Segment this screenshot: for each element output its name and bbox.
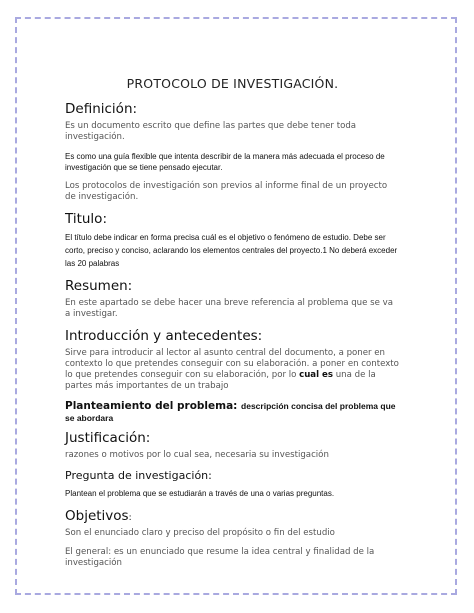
planteamiento-description: descripción concisa del problema que se abordara bbox=[65, 401, 396, 423]
introduccion-paragraph bbox=[65, 348, 400, 392]
introduccion-text-a: Sirve para introducir al lector al asunto central del documento, a poner en contexto lo que pretendes conseguir con su elaboración. a poner en contexto lo que pretendes conseguir con su elaboración, por lo bbox=[65, 348, 399, 380]
objetivos-paragraph-1: Son el enunciado claro y preciso del propósito o fin del estudio bbox=[65, 528, 335, 538]
document-body bbox=[65, 76, 400, 577]
heading-justificacion: Justificación: bbox=[65, 430, 151, 446]
planteamiento-colon: : bbox=[233, 400, 242, 412]
resumen-paragraph: En este apartado se debe hacer una breve referencia al problema que se va a investigar. bbox=[65, 298, 393, 319]
heading-objetivos: Objetivos bbox=[65, 508, 129, 524]
justificacion-paragraph: razones o motivos por lo cual sea, necesaria su investigación bbox=[65, 450, 329, 460]
introduccion-text-c: una de la partes más importantes de un trabajo bbox=[65, 370, 376, 391]
titulo-paragraph: El título debe indicar en forma precisa cuál es el objetivo o fenómeno de estudio. Debe ser corto, preciso y conciso, aclarando los elementos centrales del proyecto.1 No deberá exceder las 20 palabras bbox=[65, 233, 398, 268]
heading-planteamiento: Planteamiento del problema bbox=[65, 400, 234, 412]
introduccion-text-bold: cual es bbox=[299, 370, 333, 380]
heading-definicion: Definición: bbox=[65, 101, 138, 117]
document-title: PROTOCOLO DE INVESTIGACIÓN. bbox=[126, 76, 339, 91]
heading-resumen: Resumen: bbox=[65, 278, 133, 294]
planteamiento-line bbox=[65, 400, 400, 424]
heading-introduccion: Introducción y antecedentes: bbox=[65, 328, 263, 344]
definicion-paragraph-1: Es un documento escrito que define las partes que debe tener toda investigación. bbox=[65, 121, 357, 142]
definicion-paragraph-3: Los protocolos de investigación son previos al informe final de un proyecto de investigación. bbox=[65, 181, 388, 202]
pregunta-paragraph: Plantean el problema que se estudiarán a través de una o varias preguntas. bbox=[65, 489, 335, 498]
heading-objetivos-line bbox=[65, 508, 400, 524]
heading-pregunta: Pregunta de investigación: bbox=[65, 469, 212, 482]
heading-titulo: Titulo: bbox=[65, 211, 107, 227]
objetivos-colon: : bbox=[128, 513, 132, 523]
definicion-paragraph-2: Es como una guía flexible que intenta describir de la manera más adecuada el proceso de investigación que se tiene pensado ejecutar. bbox=[65, 152, 385, 172]
objetivos-paragraph-2: El general: es un enunciado que resume la idea central y finalidad de la investigación bbox=[65, 547, 375, 568]
